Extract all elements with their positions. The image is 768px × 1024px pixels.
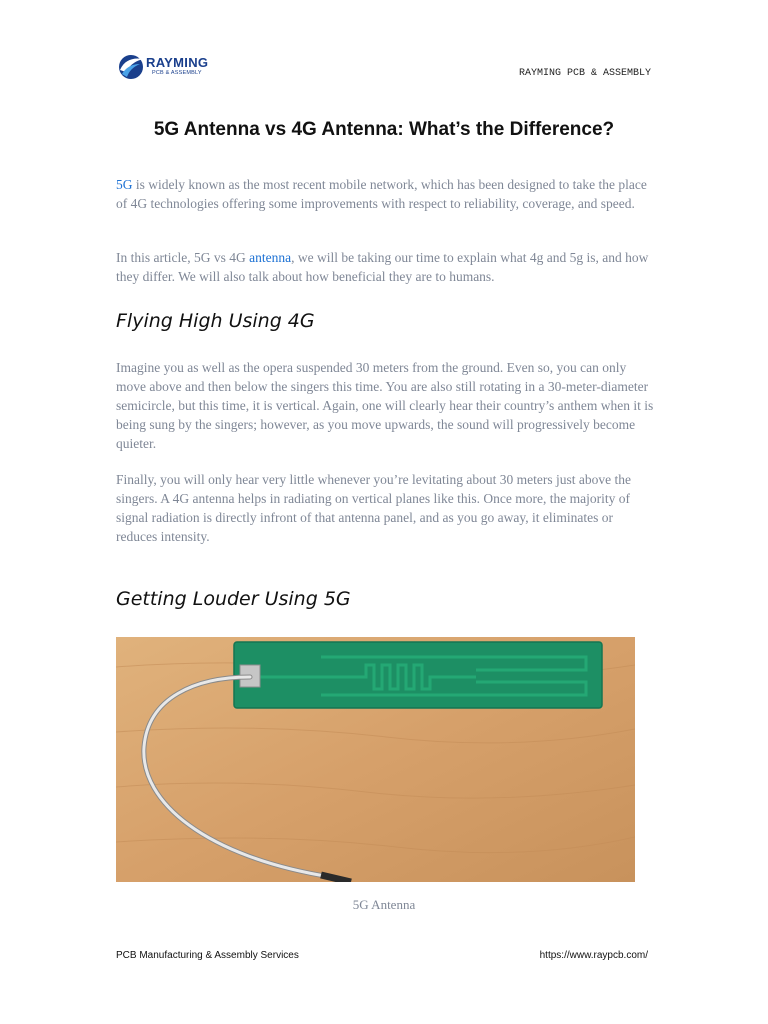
footer-website-link[interactable]: https://www.raypcb.com/ [539, 950, 648, 961]
logo-subtitle: PCB & ASSEMBLY [152, 70, 202, 76]
section-heading-4g: Flying High Using 4G [116, 310, 315, 332]
5g-antenna-photo [116, 637, 635, 882]
logo-name: RAYMING [146, 55, 209, 70]
article-scope-paragraph [116, 248, 656, 286]
scope-text-before: In this article, 5G vs 4G [116, 250, 250, 265]
antenna-link[interactable]: antenna [249, 250, 292, 265]
5g-link[interactable]: 5G [116, 177, 133, 192]
section-4g-paragraph-2: Finally, you will only hear very little whenever you’re levitating about 30 meters just above the singers. A 4G antenna helps in radiating on vertical planes like this. Once more, the majority of signal radiation is directly infront of that antenna panel, and as you go away, it eliminates or reduces intensity. [116, 472, 631, 544]
article-title: 5G Antenna vs 4G Antenna: What’s the Difference? [153, 119, 615, 140]
section-4g-paragraph-1: Imagine you as well as the opera suspended 30 meters from the ground. Even so, you can only move above and then below the singers this time. You are also still rotating in a 30-meter-diameter semicircle, but this time, it is vertical. Again, one will clearly hear their country’s anthem when it is being sung by the singers; however, as you move upwards, the sound will progressively become quieter. [116, 360, 654, 451]
header-company-name: RAYMING PCB & ASSEMBLY [518, 68, 651, 79]
scope-text-after: , we will be taking our time to explain what 4g and 5g is, and how they differ. We will also talk about how beneficial they are to humans. [116, 250, 649, 284]
rayming-swirl-icon [116, 50, 148, 82]
intro-paragraph-text: is widely known as the most recent mobile network, which has been designed to take the place of 4G technologies offering some improvements with respect to reliability, coverage, and speed. [116, 177, 647, 211]
intro-paragraph [116, 175, 656, 213]
rayming-logo[interactable] [116, 50, 226, 82]
footer-services: PCB Manufacturing & Assembly Services [116, 950, 299, 961]
section-heading-5g: Getting Louder Using 5G [116, 588, 351, 610]
image-caption: 5G Antenna [352, 897, 416, 912]
